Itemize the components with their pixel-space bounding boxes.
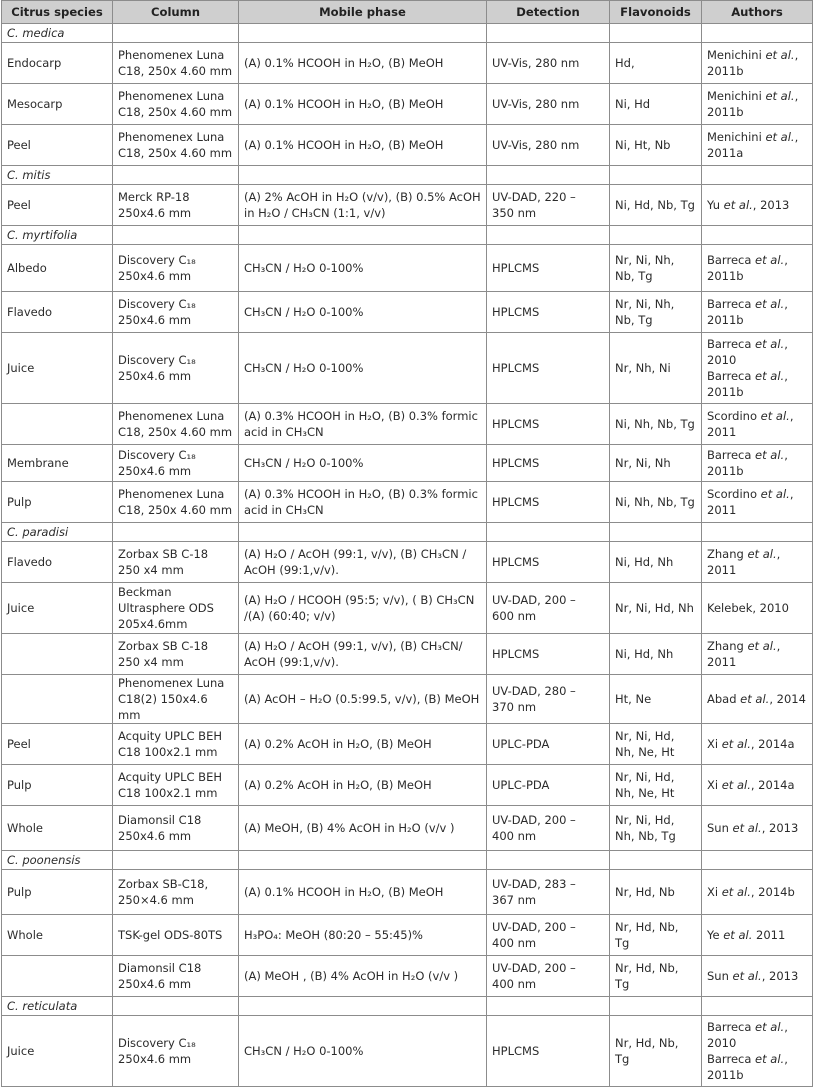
table-row <box>2 404 813 445</box>
empty-cell <box>487 226 610 245</box>
cell-mobile-phase: (A) 0.2% AcOH in H₂O, (B) MeOH <box>239 765 487 806</box>
table-row <box>2 806 813 851</box>
cell-authors: Menichini et al., 2011b <box>702 84 813 125</box>
cell-part: Peel <box>2 185 113 226</box>
cell-part: Juice <box>2 1016 113 1087</box>
cell-column: Discovery C₁₈ 250x4.6 mm <box>113 1016 239 1087</box>
empty-cell <box>487 523 610 542</box>
cell-column: Phenomenex Luna C18, 250x 4.60 mm <box>113 84 239 125</box>
table-row <box>2 956 813 997</box>
empty-cell <box>610 997 702 1016</box>
cell-detection: UV-DAD, 200 – 400 nm <box>487 806 610 851</box>
cell-flavonoids: Nr, Ni, Nh <box>610 445 702 482</box>
cell-detection: HPLCMS <box>487 542 610 583</box>
cell-mobile-phase: (A) 2% AcOH in H₂O (v/v), (B) 0.5% AcOH in H₂O / CH₃CN (1:1, v/v) <box>239 185 487 226</box>
cell-part: Endocarp <box>2 43 113 84</box>
cell-mobile-phase: CH₃CN / H₂O 0-100% <box>239 292 487 333</box>
cell-part: Whole <box>2 915 113 956</box>
header-column: Column <box>113 1 239 24</box>
cell-flavonoids: Nr, Ni, Nh, Nb, Tg <box>610 245 702 292</box>
cell-detection: HPLCMS <box>487 333 610 404</box>
author-etal: et al. <box>755 253 785 267</box>
empty-cell <box>487 997 610 1016</box>
cell-authors: Sun et al., 2013 <box>702 956 813 997</box>
table-row <box>2 915 813 956</box>
section-row <box>2 523 813 542</box>
cell-authors: Sun et al., 2013 <box>702 806 813 851</box>
author-etal: et al. <box>765 48 795 62</box>
empty-cell <box>702 166 813 185</box>
empty-cell <box>113 226 239 245</box>
author-etal: et al. <box>760 409 790 423</box>
section-species: C. poonensis <box>2 851 113 870</box>
cell-authors: Scordino et al., 2011 <box>702 404 813 445</box>
header-mobile-phase: Mobile phase <box>239 1 487 24</box>
cell-detection: HPLCMS <box>487 245 610 292</box>
table-row <box>2 292 813 333</box>
cell-part: Pulp <box>2 765 113 806</box>
table-row <box>2 333 813 404</box>
section-species: C. medica <box>2 24 113 43</box>
cell-detection: UV-DAD, 200 – 400 nm <box>487 956 610 997</box>
section-row <box>2 166 813 185</box>
author-etal: et al. <box>747 639 777 653</box>
cell-detection: HPLCMS <box>487 404 610 445</box>
cell-mobile-phase: H₃PO₄: MeOH (80:20 – 55:45)% <box>239 915 487 956</box>
cell-flavonoids: Nr, Hd, Nb, Tg <box>610 1016 702 1087</box>
empty-cell <box>113 851 239 870</box>
cell-column: Phenomenex Luna C18, 250x 4.60 mm <box>113 125 239 166</box>
cell-authors: Zhang et al., 2011 <box>702 634 813 675</box>
author-etal: et al. <box>755 369 785 383</box>
table-row <box>2 870 813 915</box>
author-etal: et al. <box>747 547 777 561</box>
cell-mobile-phase: (A) 0.1% HCOOH in H₂O, (B) MeOH <box>239 43 487 84</box>
cell-column: Acquity UPLC BEH C18 100x2.1 mm <box>113 724 239 765</box>
cell-column: Diamonsil C18 250x4.6 mm <box>113 956 239 997</box>
author-etal: et al. <box>765 89 795 103</box>
cell-detection: UPLC-PDA <box>487 765 610 806</box>
cell-detection: HPLCMS <box>487 482 610 523</box>
citrus-flavonoid-hplc-table <box>1 0 813 1087</box>
cell-part: Flavedo <box>2 542 113 583</box>
section-row <box>2 24 813 43</box>
cell-part: Albedo <box>2 245 113 292</box>
cell-detection: UV-DAD, 200 – 600 nm <box>487 583 610 634</box>
section-row <box>2 226 813 245</box>
cell-flavonoids: Nr, Hd, Nb, Tg <box>610 956 702 997</box>
cell-column: Discovery C₁₈ 250x4.6 mm <box>113 445 239 482</box>
empty-cell <box>113 997 239 1016</box>
table-row <box>2 634 813 675</box>
author-etal: et al. <box>760 487 790 501</box>
cell-part: Juice <box>2 583 113 634</box>
header-detection: Detection <box>487 1 610 24</box>
cell-mobile-phase: (A) H₂O / HCOOH (95:5; v/v), ( B) CH₃CN /(A) (60:40; v/v) <box>239 583 487 634</box>
cell-detection: UV-Vis, 280 nm <box>487 43 610 84</box>
cell-flavonoids: Ni, Hd, Nh <box>610 542 702 583</box>
cell-part <box>2 634 113 675</box>
section-species: C. reticulata <box>2 997 113 1016</box>
header-row <box>2 1 813 24</box>
table-row <box>2 675 813 724</box>
cell-column: TSK-gel ODS-80TS <box>113 915 239 956</box>
cell-column: Phenomenex Luna C18, 250x 4.60 mm <box>113 43 239 84</box>
author-etal: et al. <box>755 297 785 311</box>
table-row <box>2 724 813 765</box>
empty-cell <box>113 24 239 43</box>
cell-flavonoids: Ht, Ne <box>610 675 702 724</box>
cell-part: Whole <box>2 806 113 851</box>
cell-detection: UV-DAD, 220 – 350 nm <box>487 185 610 226</box>
cell-mobile-phase: (A) 0.1% HCOOH in H₂O, (B) MeOH <box>239 84 487 125</box>
cell-flavonoids: Ni, Nh, Nb, Tg <box>610 482 702 523</box>
header-flavonoids: Flavonoids <box>610 1 702 24</box>
section-species: C. mitis <box>2 166 113 185</box>
cell-mobile-phase: (A) H₂O / AcOH (99:1, v/v), (B) CH₃CN / AcOH (99:1,v/v). <box>239 542 487 583</box>
table-row <box>2 765 813 806</box>
cell-detection: UV-DAD, 200 – 400 nm <box>487 915 610 956</box>
table-row <box>2 245 813 292</box>
cell-part: Pulp <box>2 482 113 523</box>
cell-authors: Scordino et al., 2011 <box>702 482 813 523</box>
empty-cell <box>487 166 610 185</box>
empty-cell <box>113 523 239 542</box>
author-etal: et al. <box>721 885 751 899</box>
cell-column: Zorbax SB C-18 250 x4 mm <box>113 634 239 675</box>
empty-cell <box>610 24 702 43</box>
cell-flavonoids: Nr, Ni, Hd, Nh <box>610 583 702 634</box>
cell-flavonoids: Nr, Hd, Nb, Tg <box>610 915 702 956</box>
cell-flavonoids: Nr, Nh, Ni <box>610 333 702 404</box>
cell-flavonoids: Nr, Ni, Hd, Nh, Nb, Tg <box>610 806 702 851</box>
empty-cell <box>610 166 702 185</box>
author-etal: et al. <box>732 821 762 835</box>
cell-column: Beckman Ultrasphere ODS 205x4.6mm <box>113 583 239 634</box>
author-etal: et al. <box>755 337 785 351</box>
cell-mobile-phase: (A) AcOH – H₂O (0.5:99.5, v/v), (B) MeOH <box>239 675 487 724</box>
author-etal: et al. <box>740 692 770 706</box>
cell-column: Phenomenex Luna C18, 250x 4.60 mm <box>113 482 239 523</box>
table-row <box>2 185 813 226</box>
cell-authors: Menichini et al., 2011b <box>702 43 813 84</box>
cell-authors: Barreca et al., 2010 Barreca et al., 2011b <box>702 333 813 404</box>
cell-flavonoids: Nr, Ni, Nh, Nb, Tg <box>610 292 702 333</box>
table-row <box>2 482 813 523</box>
cell-column: Merck RP-18 250x4.6 mm <box>113 185 239 226</box>
header-citrus-species: Citrus species <box>2 1 113 24</box>
cell-column: Zorbax SB-C18, 250×4.6 mm <box>113 870 239 915</box>
empty-cell <box>487 24 610 43</box>
section-row <box>2 851 813 870</box>
cell-flavonoids: Nr, Hd, Nb <box>610 870 702 915</box>
empty-cell <box>113 166 239 185</box>
cell-mobile-phase: CH₃CN / H₂O 0-100% <box>239 245 487 292</box>
empty-cell <box>610 523 702 542</box>
cell-flavonoids: Ni, Ht, Nb <box>610 125 702 166</box>
cell-detection: UV-Vis, 280 nm <box>487 84 610 125</box>
cell-detection: HPLCMS <box>487 292 610 333</box>
empty-cell <box>239 523 487 542</box>
cell-flavonoids: Hd, <box>610 43 702 84</box>
cell-column: Phenomenex Luna C18, 250x 4.60 mm <box>113 404 239 445</box>
cell-authors: Xi et al., 2014a <box>702 724 813 765</box>
cell-part <box>2 956 113 997</box>
cell-column: Phenomenex Luna C18(2) 150x4.6 mm <box>113 675 239 724</box>
empty-cell <box>239 24 487 43</box>
cell-column: Discovery C₁₈ 250x4.6 mm <box>113 333 239 404</box>
empty-cell <box>239 997 487 1016</box>
cell-part <box>2 404 113 445</box>
cell-detection: HPLCMS <box>487 1016 610 1087</box>
author-etal: et al. <box>721 737 751 751</box>
table-row <box>2 43 813 84</box>
table-row <box>2 84 813 125</box>
cell-mobile-phase: (A) 0.3% HCOOH in H₂O, (B) 0.3% formic acid in CH₃CN <box>239 404 487 445</box>
cell-authors: Abad et al., 2014 <box>702 675 813 724</box>
author-etal: et al. <box>765 130 795 144</box>
table-row <box>2 583 813 634</box>
cell-column: Zorbax SB C-18 250 x4 mm <box>113 542 239 583</box>
cell-part: Juice <box>2 333 113 404</box>
cell-part: Flavedo <box>2 292 113 333</box>
cell-authors: Barreca et al., 2011b <box>702 445 813 482</box>
cell-mobile-phase: CH₃CN / H₂O 0-100% <box>239 1016 487 1087</box>
author-etal: et al. <box>755 1052 785 1066</box>
section-row <box>2 997 813 1016</box>
cell-mobile-phase: CH₃CN / H₂O 0-100% <box>239 333 487 404</box>
cell-flavonoids: Ni, Hd, Nb, Tg <box>610 185 702 226</box>
cell-column: Discovery C₁₈ 250x4.6 mm <box>113 292 239 333</box>
table-row <box>2 1016 813 1087</box>
cell-detection: UPLC-PDA <box>487 724 610 765</box>
empty-cell <box>702 851 813 870</box>
empty-cell <box>487 851 610 870</box>
cell-authors: Xi et al., 2014b <box>702 870 813 915</box>
cell-flavonoids: Ni, Nh, Nb, Tg <box>610 404 702 445</box>
cell-part: Mesocarp <box>2 84 113 125</box>
author-etal: et al. <box>723 928 753 942</box>
table-row <box>2 125 813 166</box>
author-etal: et al. <box>732 969 762 983</box>
empty-cell <box>702 997 813 1016</box>
empty-cell <box>702 24 813 43</box>
cell-mobile-phase: (A) MeOH, (B) 4% AcOH in H₂O (v/v ) <box>239 806 487 851</box>
author-etal: et al. <box>755 448 785 462</box>
table-row <box>2 445 813 482</box>
empty-cell <box>239 226 487 245</box>
empty-cell <box>239 166 487 185</box>
cell-authors: Barreca et al., 2010 Barreca et al., 2011b <box>702 1016 813 1087</box>
cell-detection: UV-DAD, 283 – 367 nm <box>487 870 610 915</box>
cell-authors: Barreca et al., 2011b <box>702 245 813 292</box>
table-row <box>2 542 813 583</box>
empty-cell <box>610 226 702 245</box>
cell-authors: Yu et al., 2013 <box>702 185 813 226</box>
cell-flavonoids: Ni, Hd, Nh <box>610 634 702 675</box>
empty-cell <box>702 226 813 245</box>
author-etal: et al. <box>755 1020 785 1034</box>
cell-part: Peel <box>2 125 113 166</box>
section-species: C. paradisi <box>2 523 113 542</box>
cell-mobile-phase: (A) 0.2% AcOH in H₂O, (B) MeOH <box>239 724 487 765</box>
cell-part: Peel <box>2 724 113 765</box>
cell-mobile-phase: (A) H₂O / AcOH (99:1, v/v), (B) CH₃CN/ AcOH (99:1,v/v). <box>239 634 487 675</box>
cell-authors: Barreca et al., 2011b <box>702 292 813 333</box>
cell-authors: Menichini et al., 2011a <box>702 125 813 166</box>
cell-part <box>2 675 113 724</box>
cell-flavonoids: Nr, Ni, Hd, Nh, Ne, Ht <box>610 724 702 765</box>
cell-detection: UV-Vis, 280 nm <box>487 125 610 166</box>
cell-authors: Xi et al., 2014a <box>702 765 813 806</box>
cell-part: Membrane <box>2 445 113 482</box>
header-authors: Authors <box>702 1 813 24</box>
cell-detection: HPLCMS <box>487 445 610 482</box>
empty-cell <box>702 523 813 542</box>
author-etal: et al. <box>723 198 753 212</box>
author-etal: et al. <box>721 778 751 792</box>
cell-authors: Ye et al. 2011 <box>702 915 813 956</box>
cell-column: Diamonsil C18 250x4.6 mm <box>113 806 239 851</box>
cell-mobile-phase: CH₃CN / H₂O 0-100% <box>239 445 487 482</box>
empty-cell <box>610 851 702 870</box>
cell-flavonoids: Nr, Ni, Hd, Nh, Ne, Ht <box>610 765 702 806</box>
cell-part: Pulp <box>2 870 113 915</box>
empty-cell <box>239 851 487 870</box>
cell-mobile-phase: (A) MeOH , (B) 4% AcOH in H₂O (v/v ) <box>239 956 487 997</box>
cell-column: Acquity UPLC BEH C18 100x2.1 mm <box>113 765 239 806</box>
cell-mobile-phase: (A) 0.3% HCOOH in H₂O, (B) 0.3% formic acid in CH₃CN <box>239 482 487 523</box>
cell-detection: UV-DAD, 280 – 370 nm <box>487 675 610 724</box>
cell-authors: Zhang et al., 2011 <box>702 542 813 583</box>
section-species: C. myrtifolia <box>2 226 113 245</box>
cell-mobile-phase: (A) 0.1% HCOOH in H₂O, (B) MeOH <box>239 125 487 166</box>
cell-detection: HPLCMS <box>487 634 610 675</box>
cell-mobile-phase: (A) 0.1% HCOOH in H₂O, (B) MeOH <box>239 870 487 915</box>
cell-flavonoids: Ni, Hd <box>610 84 702 125</box>
cell-authors: Kelebek, 2010 <box>702 583 813 634</box>
table-body <box>2 24 813 1087</box>
cell-column: Discovery C₁₈ 250x4.6 mm <box>113 245 239 292</box>
